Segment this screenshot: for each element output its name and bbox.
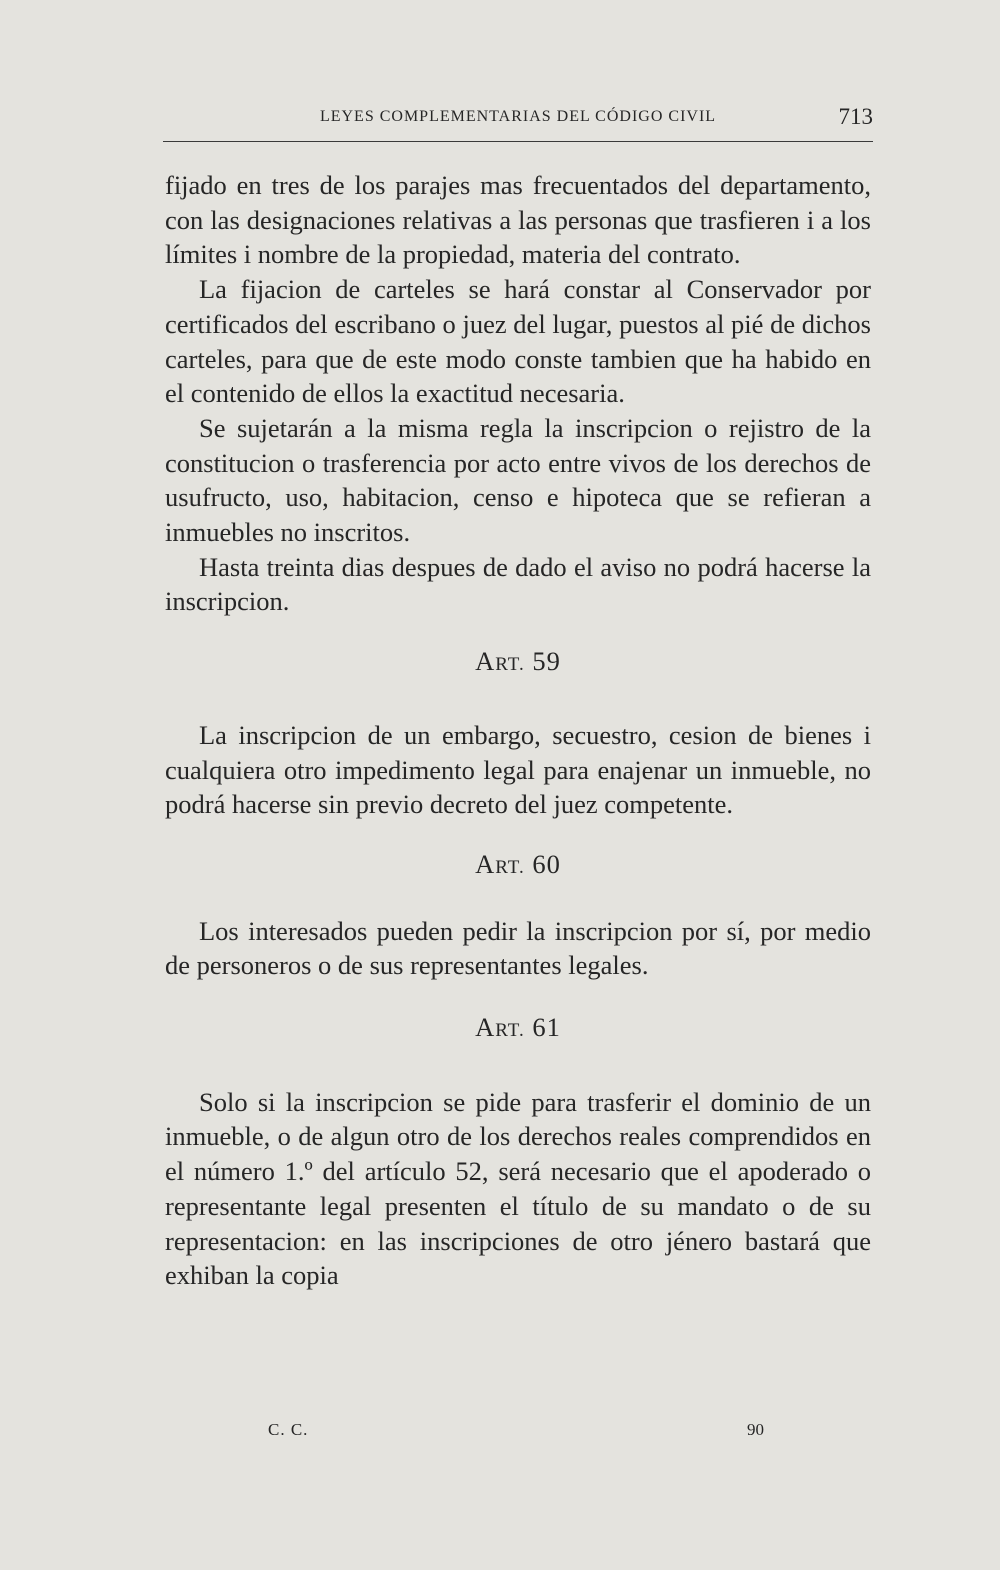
paragraph-treinta-dias: Hasta treinta dias despues de dado el aviso no podrá hacerse la inscripcion. [165, 551, 871, 617]
signature-mark: C. C. [268, 1420, 309, 1439]
body-text [165, 168, 871, 1293]
article-59-number: 59 [524, 646, 561, 677]
article-61-number: 61 [524, 1012, 561, 1043]
paragraph-article-60: Los interesados pueden pedir la inscripcion por sí, por medio de personeros o de sus representantes legales. [165, 915, 871, 981]
running-title: LEYES COMPLEMENTARIAS DEL CÓDIGO CIVIL [319, 108, 717, 125]
article-61-initial: A [475, 1012, 496, 1043]
article-61-smallcaps: RT. [495, 1020, 525, 1042]
paragraph-article-59: La inscripcion de un embargo, secuestro, cesion de bienes i cualquiera otro impedimento legal para enajenar un inmueble, no podrá hacerse sin previo decreto del juez competente. [165, 719, 871, 820]
paragraph-fijacion-continuation: fijado en tres de los parajes mas frecuentados del departamento, con las designaciones relativas a las personas que trasfieren i a los límites i nombre de la propiedad, materia del contrato. [165, 170, 871, 270]
article-60-initial: A [475, 848, 496, 879]
article-60-number: 60 [524, 848, 561, 879]
page-number: 713 [838, 104, 873, 129]
article-60-smallcaps: RT. [495, 856, 525, 878]
article-heading-60 [165, 847, 871, 886]
article-59-initial: A [475, 646, 496, 677]
paragraph-article-61: Solo si la inscripcion se pide para trasferir el dominio de un inmueble, o de algun otro de los derechos reales comprendidos en el número 1.º del artículo 52, será necesario que el apoderado o representante legal presenten el título de su mandato o de su representacion: en las inscripciones de otro jénero bastará que exhiban la copia [165, 1086, 871, 1291]
article-59-smallcaps: RT. [495, 654, 525, 676]
running-header [163, 104, 873, 138]
article-heading-59 [165, 644, 871, 683]
paragraph-fijacion-carteles: La fijacion de carteles se hará constar al Conservador por certificados del escribano o juez del lugar, puestos al pié de dichos carteles, para que de este modo conste tambien que ha habido en el contenido de ellos la exactitud necesaria. [165, 274, 871, 409]
sheet-number: 90 [747, 1420, 764, 1439]
header-rule [163, 141, 873, 142]
article-heading-61 [165, 1010, 871, 1049]
paragraph-misma-regla: Se sujetarán a la misma regla la inscripcion o rejistro de la constitucion o trasferencia por acto entre vivos de los derechos de usufructo, uso, habitacion, censo e hipoteca que se refieran a inmuebles no inscritos. [165, 412, 871, 548]
